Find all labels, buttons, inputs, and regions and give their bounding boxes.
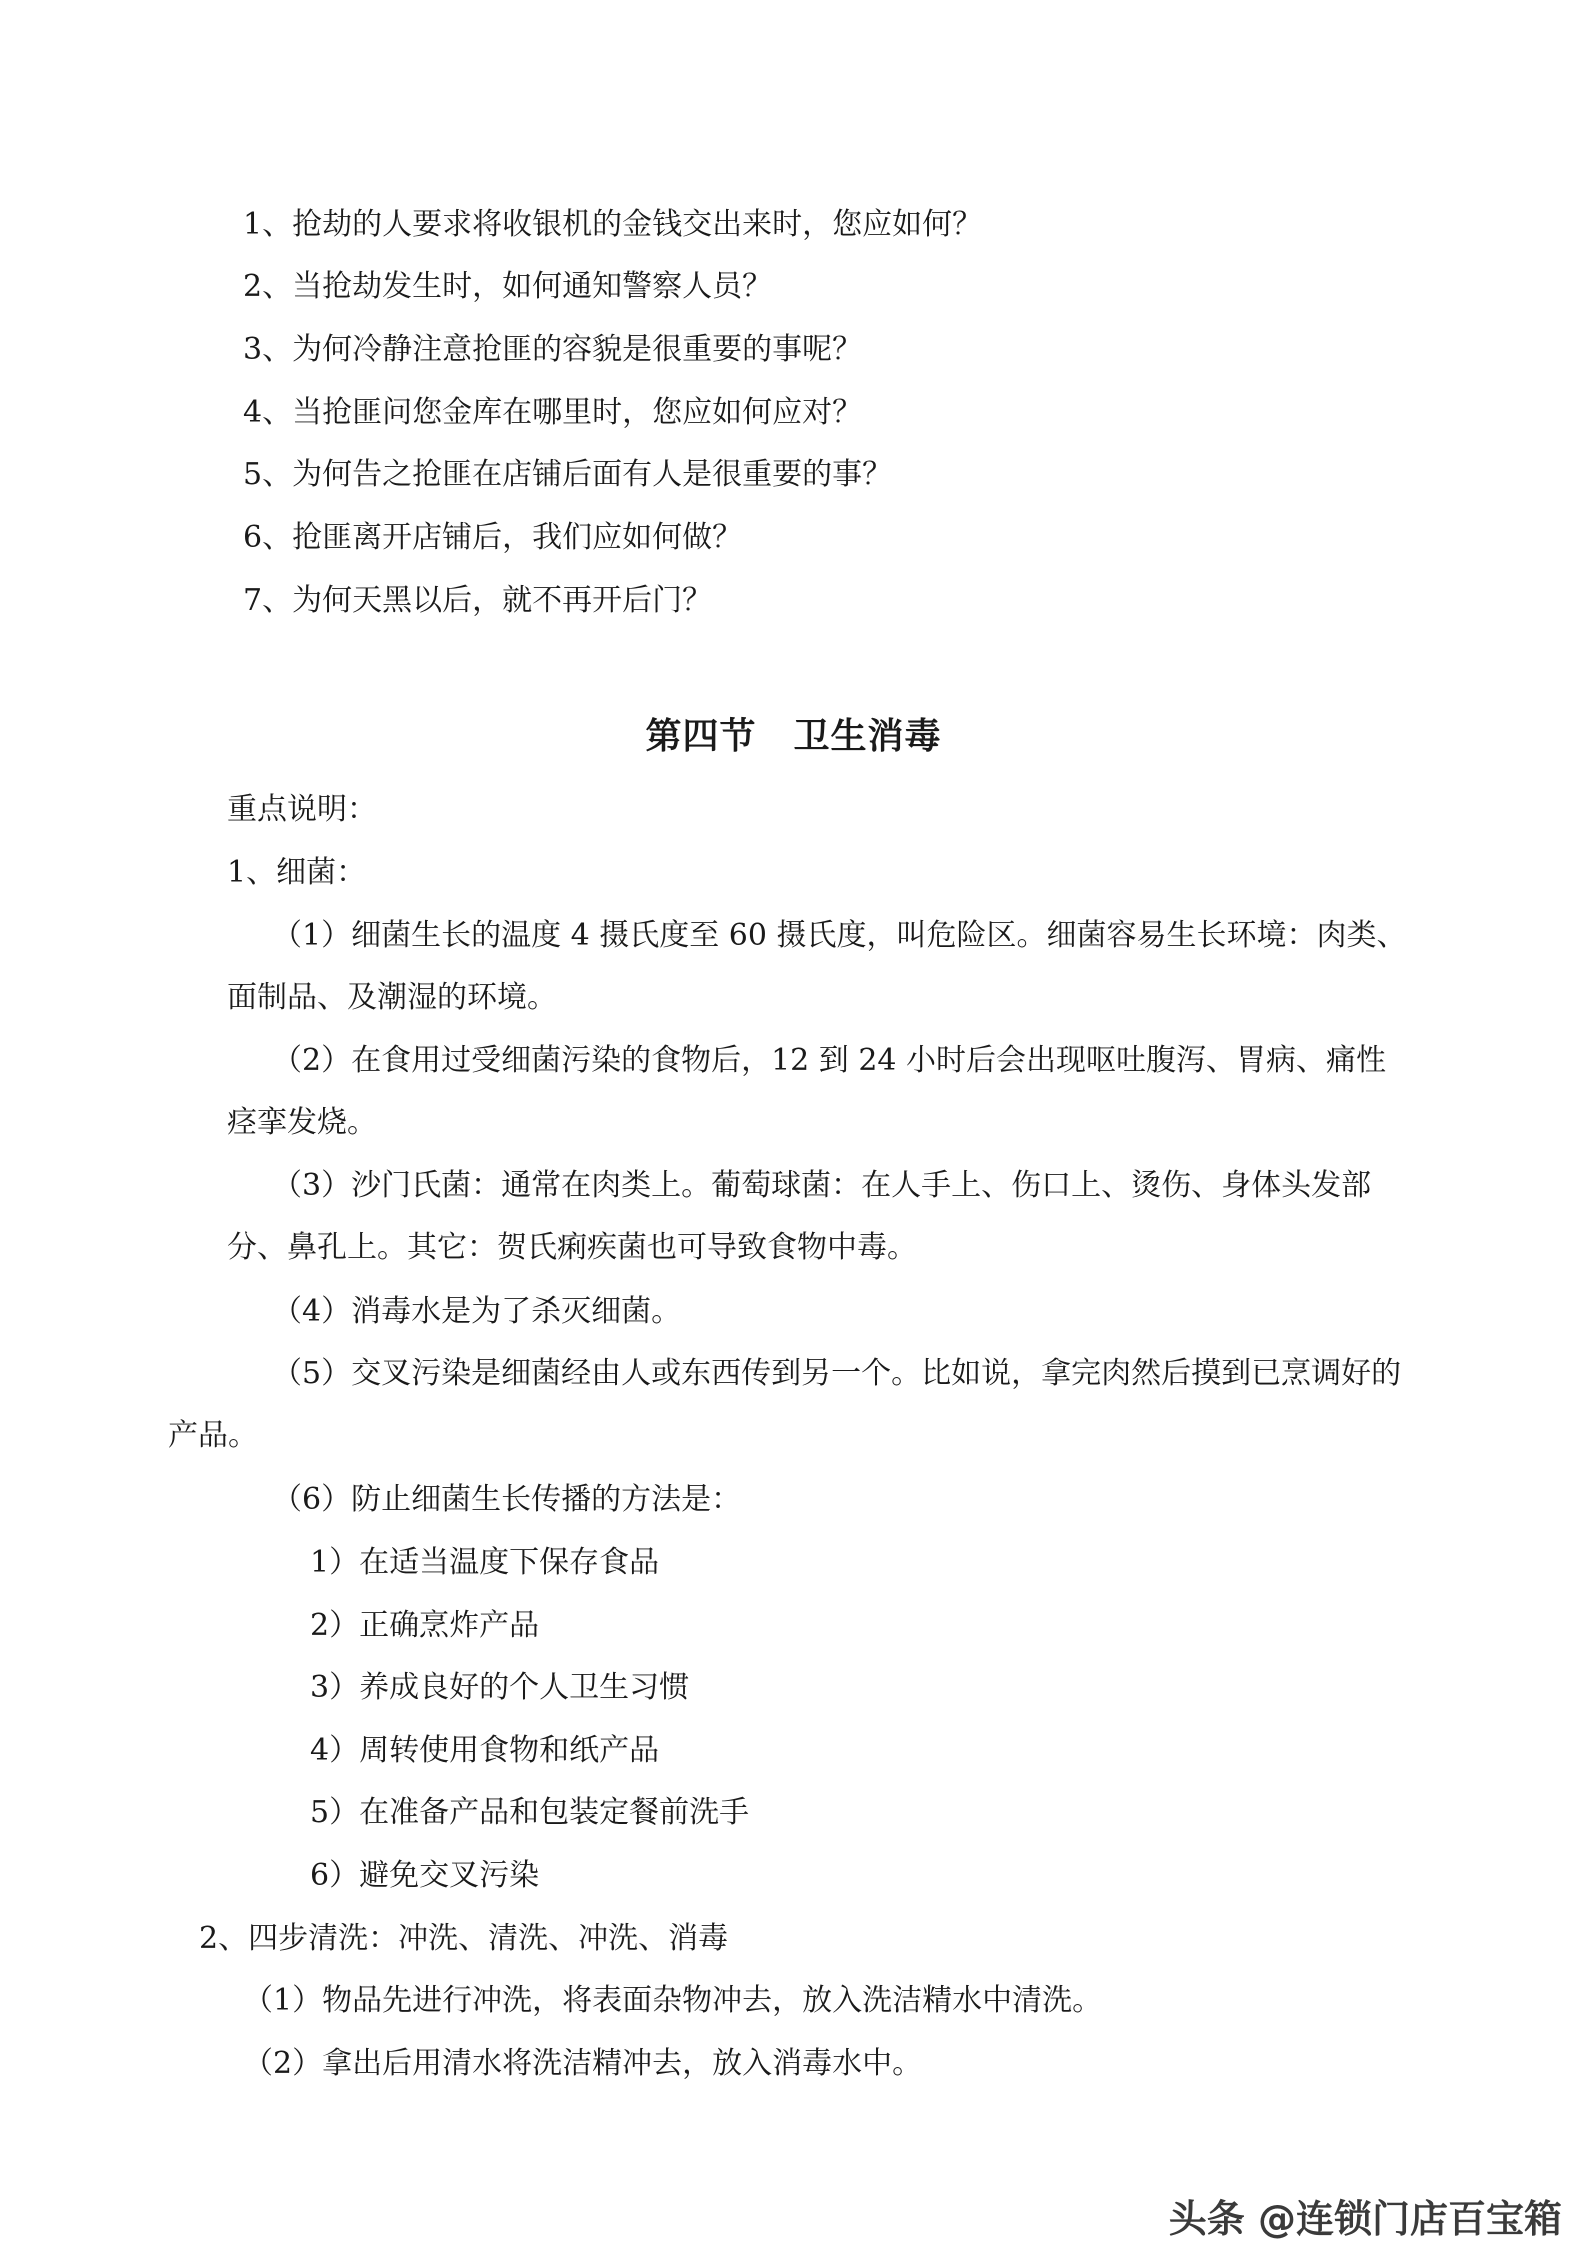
watermark: 头条 @连锁门店百宝箱 xyxy=(1168,2197,1562,2241)
question-item: 6、抢匪离开店铺后，我们应如何做？ xyxy=(243,520,743,555)
question-item: 2、当抢劫发生时，如何通知警察人员？ xyxy=(243,269,773,304)
prevention-item: 5）在准备产品和包装定餐前洗手 xyxy=(310,1795,750,1830)
section-title: 第四节 卫生消毒 xyxy=(645,716,942,757)
prevention-item: 2）正确烹炸产品 xyxy=(310,1608,540,1643)
bacteria-item-3: （3）沙门氏菌：通常在肉类上。葡萄球菌：在人手上、伤口上、烫伤、身体头发部分、鼻孔上。其它：贺氏痢疾菌也可导致食物中毒。 xyxy=(227,1168,1372,1265)
question-item: 4、当抢匪问您金库在哪里时，您应如何应对？ xyxy=(243,395,863,430)
prevention-item: 3）养成良好的个人卫生习惯 xyxy=(310,1670,690,1705)
bacteria-item-4: （4）消毒水是为了杀灭细菌。 xyxy=(272,1294,682,1329)
prevention-item: 4）周转使用食物和纸产品 xyxy=(310,1733,660,1768)
question-item: 5、为何告之抢匪在店铺后面有人是很重要的事？ xyxy=(243,457,893,492)
prevention-item: 6）避免交叉污染 xyxy=(310,1858,540,1893)
bacteria-item-1: （1）细菌生长的温度 4 摄氏度至 60 摄氏度，叫危险区。细菌容易生长环境：肉类、面制品、及潮湿的环境。 xyxy=(227,918,1407,1015)
question-item: 7、为何天黑以后，就不再开后门？ xyxy=(243,583,713,618)
washing-item: （2）拿出后用清水将洗洁精冲去，放入消毒水中。 xyxy=(243,2046,923,2081)
bacteria-heading: 1、细菌： xyxy=(227,855,367,890)
washing-heading: 2、四步清洗：冲洗、清洗、冲洗、消毒 xyxy=(199,1921,729,1956)
question-item: 3、为何冷静注意抢匪的容貌是很重要的事呢？ xyxy=(243,332,863,367)
prevention-item: 1）在适当温度下保存食品 xyxy=(310,1545,660,1580)
key-points-label: 重点说明： xyxy=(227,792,377,827)
bacteria-item-6: （6）防止细菌生长传播的方法是： xyxy=(272,1482,742,1517)
washing-item: （1）物品先进行冲洗，将表面杂物冲去，放入洗洁精水中清洗。 xyxy=(243,1983,1103,2018)
bacteria-item-5: （5）交叉污染是细菌经由人或东西传到另一个。比如说，拿完肉然后摸到已烹调好的产品。 xyxy=(168,1356,1402,1453)
bacteria-item-2: （2）在食用过受细菌污染的食物后，12 到 24 小时后会出现呕吐腹泻、胃病、痛性痉挛发烧。 xyxy=(227,1043,1387,1140)
question-item: 1、抢劫的人要求将收银机的金钱交出来时，您应如何？ xyxy=(243,207,983,242)
